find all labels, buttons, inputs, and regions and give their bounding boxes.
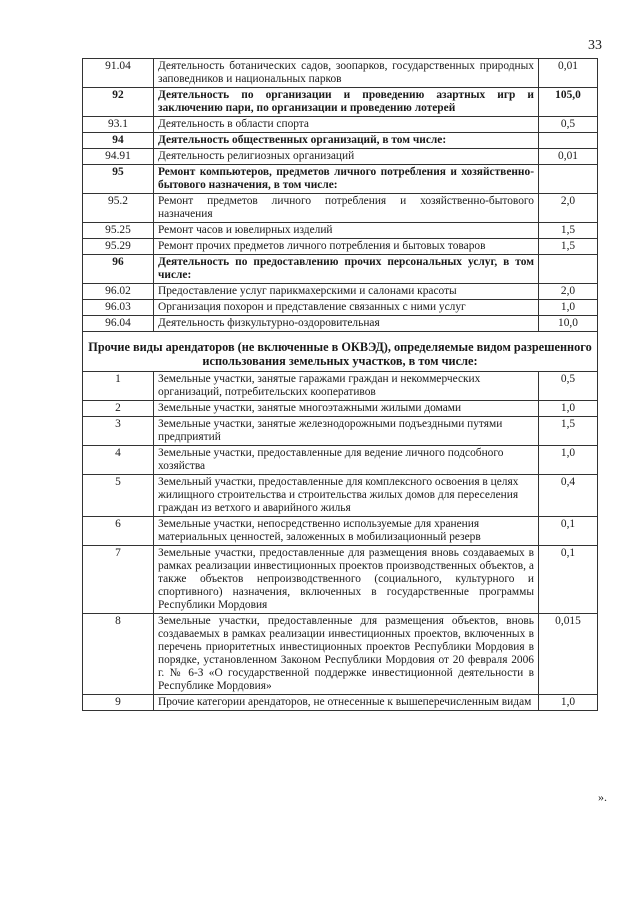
row-coefficient: 2,0 — [539, 284, 598, 300]
rates-table — [82, 58, 598, 711]
section-title: Прочие виды арендаторов (не включенные в ОКВЭД), определяемые видом разрешенного использования земельных участков, в том числе: — [83, 332, 598, 372]
table-row — [83, 695, 598, 711]
row-code: 96.04 — [83, 316, 154, 332]
table-row — [83, 223, 598, 239]
closing-quote: ». — [598, 790, 607, 804]
row-coefficient: 105,0 — [539, 88, 598, 117]
row-code: 6 — [83, 517, 154, 546]
row-description: Земельные участки, предоставленные для размещения объектов, вновь создаваемых в рамках реализации инвестиционных проектов, включенных в перечень приоритетных инвестиционных проектов Республики Мордовия в порядке, установленном Законом Республики Мордовия от 20 февраля 2006 г. № 6-З «О государственной поддержке инвестиционной деятельности в Республике Мордовия» — [154, 614, 539, 695]
row-coefficient: 10,0 — [539, 316, 598, 332]
row-coefficient: 1,5 — [539, 239, 598, 255]
row-coefficient: 0,1 — [539, 546, 598, 614]
row-coefficient: 1,0 — [539, 695, 598, 711]
table-row — [83, 255, 598, 284]
row-code: 95.2 — [83, 194, 154, 223]
table-row — [83, 88, 598, 117]
table-row — [83, 372, 598, 401]
row-description: Предоставление услуг парикмахерскими и салонами красоты — [154, 284, 539, 300]
row-code: 92 — [83, 88, 154, 117]
row-description: Земельные участки, непосредственно используемые для хранения материальных ценностей, заложенных в мобилизационный резерв — [154, 517, 539, 546]
row-description: Деятельность по предоставлению прочих персональных услуг, в том числе: — [154, 255, 539, 284]
row-description: Прочие категории арендаторов, не отнесенные к вышеперечисленным видам — [154, 695, 539, 711]
table-row — [83, 194, 598, 223]
row-description: Деятельность общественных организаций, в том числе: — [154, 133, 539, 149]
row-coefficient — [539, 255, 598, 284]
row-description: Ремонт предметов личного потребления и хозяйственно-бытового назначения — [154, 194, 539, 223]
row-description: Ремонт прочих предметов личного потребления и бытовых товаров — [154, 239, 539, 255]
row-code: 7 — [83, 546, 154, 614]
row-description: Деятельность по организации и проведению азартных игр и заключению пари, по организации и проведению лотерей — [154, 88, 539, 117]
row-coefficient: 0,4 — [539, 475, 598, 517]
row-description: Земельные участки, занятые гаражами граждан и некоммерческих организаций, потребительских кооперативов — [154, 372, 539, 401]
row-code: 95 — [83, 165, 154, 194]
section-header-row — [83, 332, 598, 372]
row-description: Земельные участки, предоставленные для размещения вновь создаваемых в рамках реализации инвестиционных проектов производственных объектов, а также объектов непроизводственного (социального, культурного и спортивного) назначения, включенных в государственные программы Республики Мордовия — [154, 546, 539, 614]
row-code: 94.91 — [83, 149, 154, 165]
row-code: 96.03 — [83, 300, 154, 316]
row-coefficient — [539, 133, 598, 149]
row-code: 91.04 — [83, 59, 154, 88]
table-row — [83, 133, 598, 149]
row-code: 95.29 — [83, 239, 154, 255]
table-row — [83, 546, 598, 614]
table-row — [83, 59, 598, 88]
row-description: Ремонт компьютеров, предметов личного потребления и хозяйственно-бытового назначения, в том числе: — [154, 165, 539, 194]
row-description: Земельные участки, предоставленные для ведение личного подсобного хозяйства — [154, 446, 539, 475]
row-coefficient: 1,0 — [539, 401, 598, 417]
row-code: 93.1 — [83, 117, 154, 133]
row-coefficient: 1,0 — [539, 446, 598, 475]
table-row — [83, 614, 598, 695]
row-code: 9 — [83, 695, 154, 711]
row-coefficient: 0,5 — [539, 372, 598, 401]
row-coefficient: 0,01 — [539, 59, 598, 88]
table-row — [83, 446, 598, 475]
row-code: 1 — [83, 372, 154, 401]
table-row — [83, 475, 598, 517]
row-coefficient: 0,01 — [539, 149, 598, 165]
row-code: 96.02 — [83, 284, 154, 300]
table-row — [83, 417, 598, 446]
row-code: 96 — [83, 255, 154, 284]
row-coefficient: 0,015 — [539, 614, 598, 695]
row-description: Деятельность религиозных организаций — [154, 149, 539, 165]
row-description: Земельный участки, предоставленные для комплексного освоения в целях жилищного строительства и строительства жилых домов для переселения граждан из ветхого и аварийного жилья — [154, 475, 539, 517]
table-row — [83, 517, 598, 546]
page-number: 33 — [588, 38, 602, 53]
row-coefficient: 0,1 — [539, 517, 598, 546]
row-coefficient: 2,0 — [539, 194, 598, 223]
table-row — [83, 165, 598, 194]
row-code: 8 — [83, 614, 154, 695]
row-description: Земельные участки, занятые железнодорожными подъездными путями предприятий — [154, 417, 539, 446]
table-row — [83, 300, 598, 316]
row-code: 4 — [83, 446, 154, 475]
row-coefficient: 0,5 — [539, 117, 598, 133]
row-coefficient: 1,5 — [539, 417, 598, 446]
row-description: Ремонт часов и ювелирных изделий — [154, 223, 539, 239]
row-description: Организация похорон и представление связанных с ними услуг — [154, 300, 539, 316]
row-description: Деятельность ботанических садов, зоопарков, государственных природных заповедников и национальных парков — [154, 59, 539, 88]
row-code: 95.25 — [83, 223, 154, 239]
row-coefficient — [539, 165, 598, 194]
table-row — [83, 239, 598, 255]
row-description: Деятельность физкультурно-оздоровительная — [154, 316, 539, 332]
table-row — [83, 284, 598, 300]
row-description: Деятельность в области спорта — [154, 117, 539, 133]
row-description: Земельные участки, занятые многоэтажными жилыми домами — [154, 401, 539, 417]
row-coefficient: 1,0 — [539, 300, 598, 316]
row-code: 5 — [83, 475, 154, 517]
table-row — [83, 117, 598, 133]
table-row — [83, 316, 598, 332]
table-row — [83, 401, 598, 417]
row-code: 2 — [83, 401, 154, 417]
row-code: 94 — [83, 133, 154, 149]
table-row — [83, 149, 598, 165]
row-code: 3 — [83, 417, 154, 446]
row-coefficient: 1,5 — [539, 223, 598, 239]
